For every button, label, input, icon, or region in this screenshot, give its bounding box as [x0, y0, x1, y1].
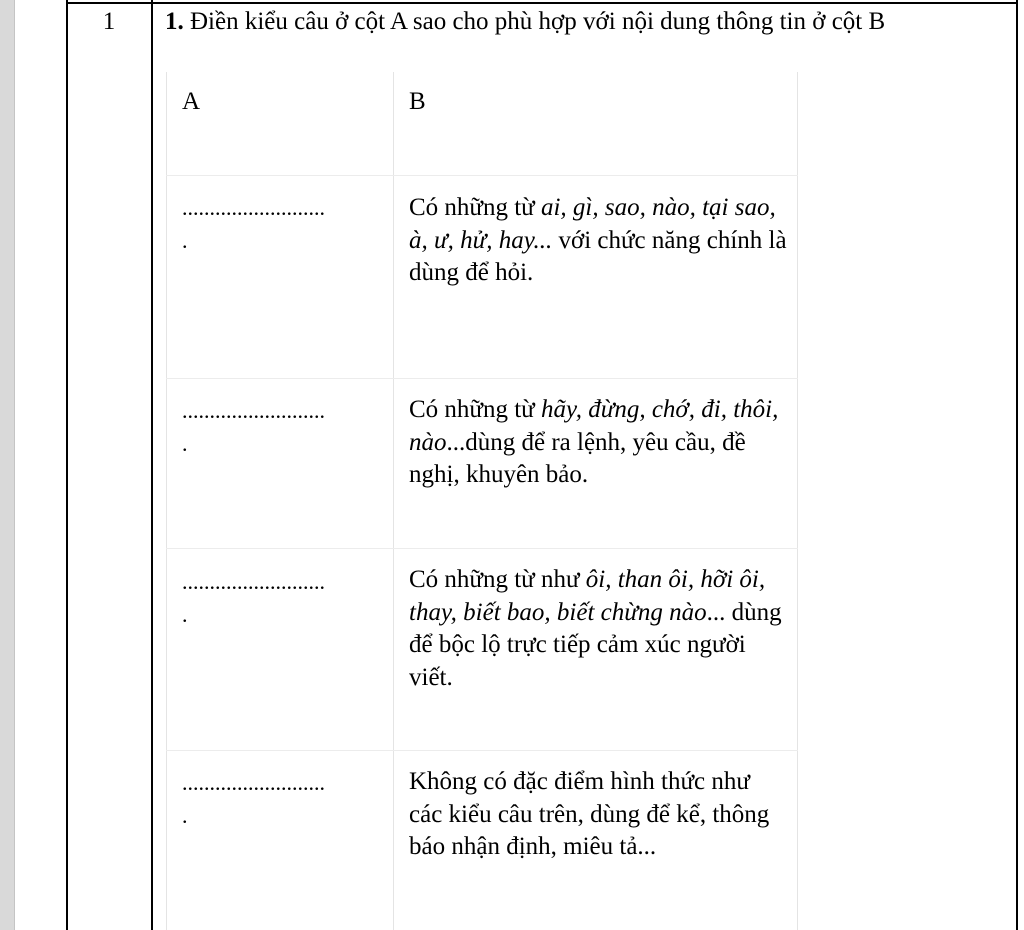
description-text: ...dùng để ra lệnh, yêu cầu, đề nghị, khuyên bảo. — [409, 428, 746, 488]
table-border-middle — [151, 0, 153, 930]
description-text: Có những từ — [409, 396, 541, 423]
table-border-right — [1016, 0, 1018, 930]
blank-dots: .......................... — [182, 569, 325, 594]
description-cell — [409, 766, 789, 864]
column-header-a: A — [182, 88, 201, 115]
inner-table-row-divider — [166, 175, 798, 176]
blank-dots: .......................... — [182, 195, 325, 220]
description-cell — [409, 192, 789, 290]
description-text: ... dùng để bộc lộ trực tiếp cảm xúc người viết. — [409, 598, 782, 691]
description-keywords: hãy, đừng, chớ, đi, thôi, nào — [409, 396, 779, 456]
blank-dots-tail: . — [182, 431, 188, 456]
description-keywords: ôi, than ôi, hỡi ôi, thay, biết bao, biết chừng nào — [409, 566, 766, 626]
left-margin-strip — [0, 0, 15, 930]
table-border-left — [66, 0, 68, 930]
inner-table-column-divider — [393, 72, 394, 930]
blank-dots-tail: . — [182, 803, 188, 828]
row-number: 1 — [102, 8, 116, 35]
blank-dots: .......................... — [182, 770, 325, 795]
inner-table-row-divider — [166, 378, 798, 379]
question-text — [165, 6, 1013, 37]
blank-dots-tail: . — [182, 602, 188, 627]
answer-blank[interactable] — [182, 565, 382, 631]
inner-table-row-divider — [166, 750, 798, 751]
inner-table-row-divider — [166, 548, 798, 549]
column-header-b: B — [409, 88, 426, 115]
description-cell — [409, 564, 789, 694]
description-keywords: ai, gì, sao, nào, tại sao, à, ư, hử, hay... — [409, 194, 776, 254]
inner-table-border-right — [797, 72, 798, 930]
question-number: 1. — [165, 8, 184, 35]
description-cell — [409, 394, 789, 492]
inner-table-border-left — [166, 72, 167, 930]
description-text: Có những từ như — [409, 566, 586, 593]
answer-blank[interactable] — [182, 191, 382, 257]
description-text: với chức năng chính là dùng để hỏi. — [409, 226, 787, 286]
blank-dots-tail: . — [182, 228, 188, 253]
description-text: Có những từ — [409, 194, 541, 221]
table-border-top — [66, 2, 1018, 4]
description-text: Không có đặc điểm hình thức như các kiểu câu trên, dùng để kể, thông báo nhận định, miêu tả... — [409, 768, 770, 860]
question-body: Điền kiểu câu ở cột A sao cho phù hợp với nội dung thông tin ở cột B — [183, 8, 886, 35]
blank-dots: .......................... — [182, 398, 325, 423]
answer-blank[interactable] — [182, 766, 382, 832]
answer-blank[interactable] — [182, 394, 382, 460]
